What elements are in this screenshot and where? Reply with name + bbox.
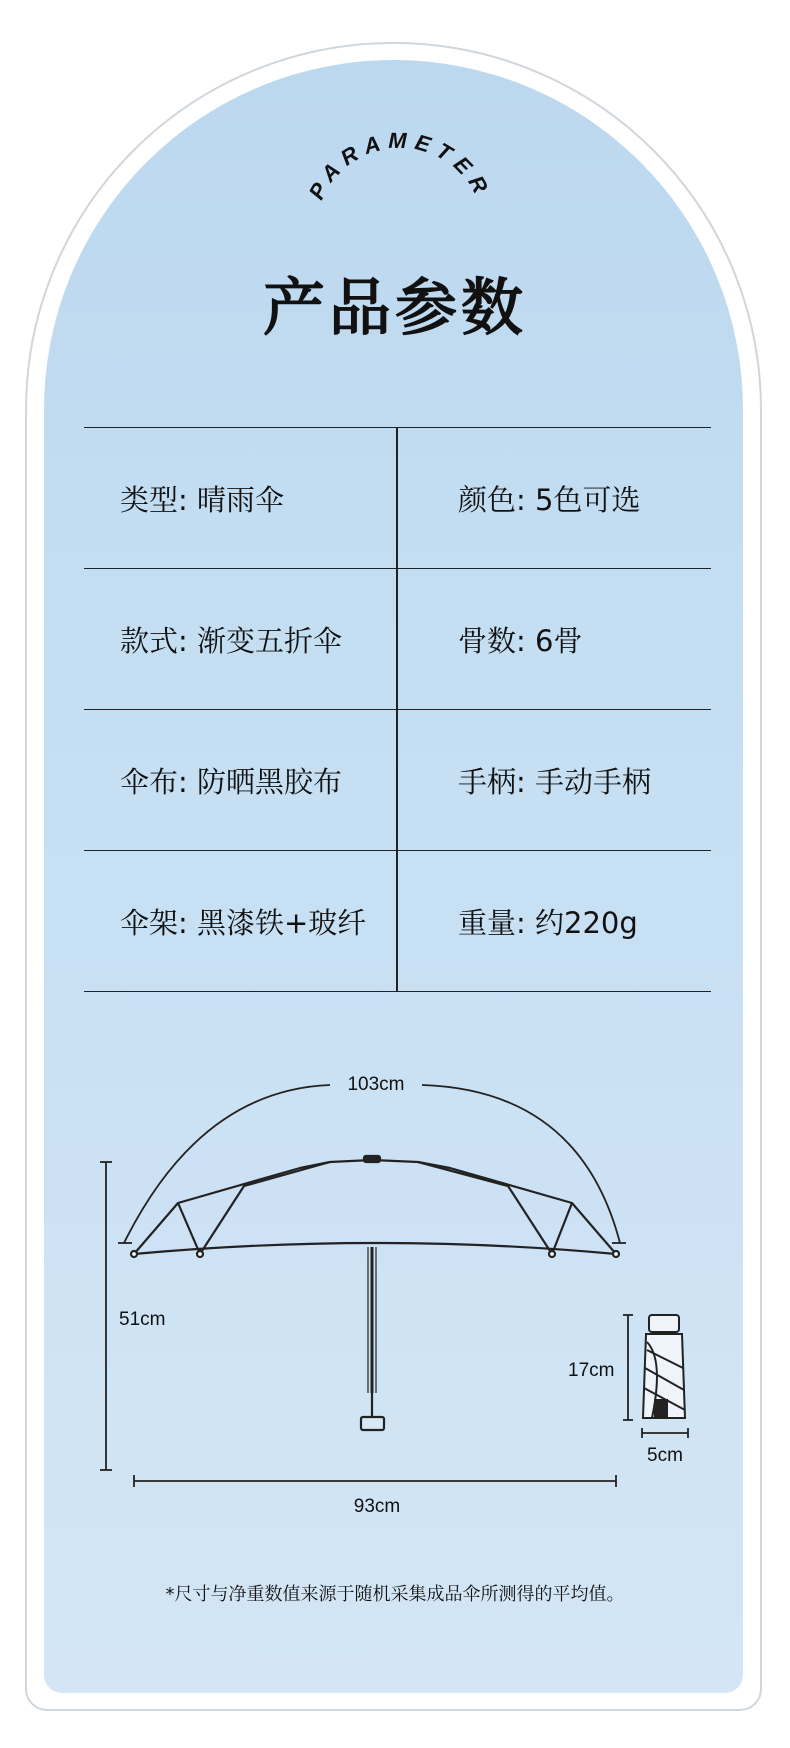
param-frame: 伞架: 黑漆铁+玻纤 (120, 905, 367, 940)
param-handle: 手柄: 手动手柄 (458, 764, 651, 799)
open-width-label: 93cm (353, 1496, 401, 1517)
param-fabric: 伞布: 防晒黑胶布 (120, 764, 342, 799)
footnote: *尺寸与净重数值来源于随机采集成品伞所测得的平均值。 (165, 1584, 625, 1605)
arc-dimension-line-left (124, 1085, 330, 1243)
arc-length-label: 103cm (347, 1074, 405, 1095)
umbrella-open-icon (131, 1156, 619, 1430)
umbrella-folded-icon (643, 1315, 685, 1418)
folded-width-label: 5cm (647, 1445, 683, 1466)
open-height-label: 51cm (119, 1309, 166, 1330)
arc-dimension-line-right (422, 1085, 620, 1243)
folded-length-label: 17cm (568, 1360, 615, 1381)
page-title: 产品参数 (262, 271, 527, 344)
param-weight: 重量: 约220g (458, 905, 638, 940)
param-color: 颜色: 5色可选 (458, 482, 641, 517)
arc-text: PARAMETER (303, 127, 497, 204)
param-type: 类型: 晴雨伞 (120, 482, 284, 517)
param-style: 款式: 渐变五折伞 (120, 623, 342, 658)
param-ribs: 骨数: 6骨 (458, 623, 583, 658)
